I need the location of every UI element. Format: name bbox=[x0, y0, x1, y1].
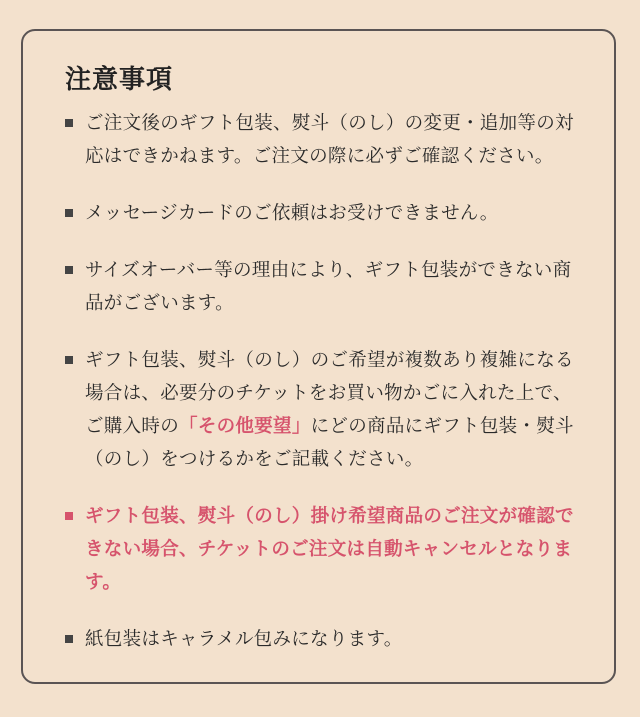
square-bullet-icon bbox=[65, 266, 73, 274]
square-bullet-icon bbox=[65, 512, 73, 520]
notice-item-text: ギフト包装、熨斗（のし）掛け希望商品のご注文が確認できない場合、チケットのご注文は自動キャンセルとなります。 bbox=[85, 506, 574, 593]
notice-item-text-after: にどの商品にギフト包装・熨斗（のし）をつけるかをご記載ください。 bbox=[85, 416, 574, 470]
square-bullet-icon bbox=[65, 119, 73, 127]
notice-item-auto-cancel-warning bbox=[65, 500, 574, 599]
notice-item-order-changes bbox=[65, 107, 574, 173]
notice-item-text-before: ギフト包装、熨斗（のし）のご希望が複数あり複雑になる場合は、必要分のチケットをお買い物かごに入れた上で、ご購入時の bbox=[85, 350, 574, 437]
notice-item-multiple-requests bbox=[65, 344, 574, 476]
other-requests-highlight: 「その他要望」 bbox=[179, 416, 311, 437]
notice-item-text: サイズオーバー等の理由により、ギフト包装ができない商品がございます。 bbox=[85, 260, 572, 314]
notice-title: 注意事項 bbox=[65, 65, 174, 95]
notice-item-text: メッセージカードのご依頼はお受けできません。 bbox=[85, 203, 499, 224]
notice-list bbox=[65, 107, 574, 656]
notice-item-message-card bbox=[65, 197, 574, 230]
notice-item-size-over bbox=[65, 254, 574, 320]
square-bullet-icon bbox=[65, 209, 73, 217]
notice-item-text: 紙包装はキャラメル包みになります。 bbox=[85, 629, 403, 650]
square-bullet-icon bbox=[65, 635, 73, 643]
notice-item-caramel-wrap bbox=[65, 623, 574, 656]
notice-item-text: ご注文後のギフト包装、熨斗（のし）の変更・追加等の対応はできかねます。ご注文の際に必ずご確認ください。 bbox=[85, 113, 574, 167]
notice-box bbox=[21, 29, 616, 684]
square-bullet-icon bbox=[65, 356, 73, 364]
